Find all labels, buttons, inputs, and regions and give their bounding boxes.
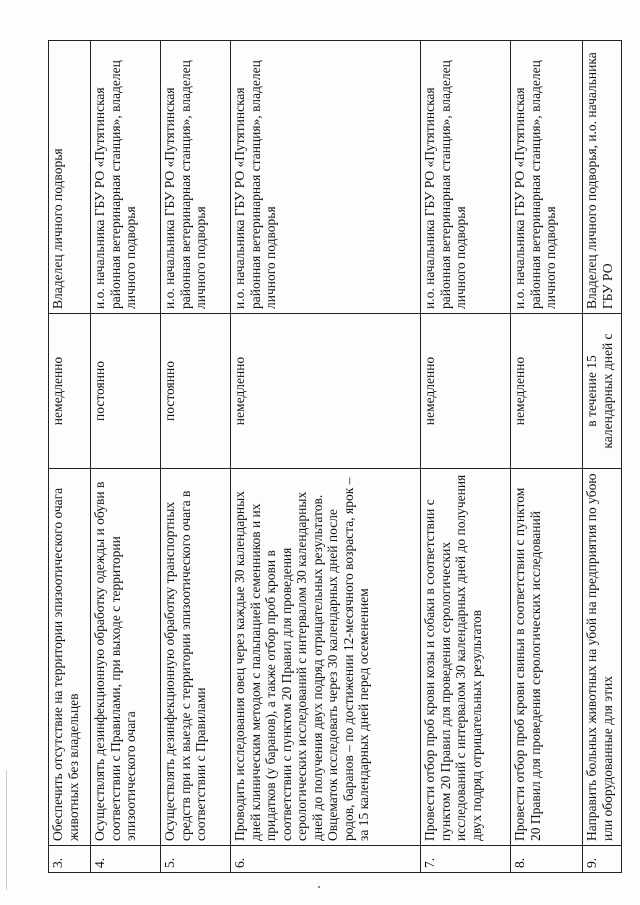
row-number: 3. [49,846,91,873]
table-row [421,41,511,873]
measure-cell: Осуществлять дезинфекционную обработку одежды и обуви в соответствии с Правилами, при выходе с территории эпизоотического очага [91,469,161,846]
term-cell: немедленно [421,314,511,469]
measure-cell: Проводить исследования овец через каждые 30 календарных дней клиническим методом с пальпацией семенников и их придатков (у баранов), а также отбор проб крови в соответствии с пунктом 20 Правил для проведения серологических исследований с интервалом 30 календарных дней до получения двух подряд отрицательных результатов. Овцематок исследовать через 30 календарных дней после родов, баранов – по достижении 12-месячного возраста, ярок – за 15 календарных дней перед осеменением [231,469,421,846]
responsible-cell: и.о. начальника ГБУ РО «Путятинская районная ветеринарная станция», владелец личного подворья [511,41,583,314]
table-row [583,41,622,873]
row-number: 4. [91,846,161,873]
measure-cell: Провести отбор проб крови козы и собаки в соответствии с пунктом 20 Правил для проведения серологических исследований с интервалом 30 календарных дней до получения двух подряд отрицательных результатов [421,469,511,846]
measure-cell: Обеспечить отсутствие на территории эпизоотического очага животных без владельцев [49,469,91,846]
responsible-cell: и.о. начальника ГБУ РО «Путятинская районная ветеринарная станция», владелец личного подворья [161,41,231,314]
scan-dot [318,886,320,888]
measure-cell: Направить больных животных на убой на предприятия по убою или оборудованные для этих [583,469,622,846]
responsible-cell: Владелец личного подворья [49,41,91,314]
measure-cell: Осуществлять дезинфекционную обработку транспортных средств при их выезде с территории эпизоотического очага в соответствии с Правилами [161,469,231,846]
responsible-cell: и.о. начальника ГБУ РО «Путятинская районная ветеринарная станция», владелец личного подворья [421,41,511,314]
table-row [91,41,161,873]
row-number: 8. [511,846,583,873]
table-row [511,41,583,873]
row-number: 5. [161,846,231,873]
term-cell: немедленно [49,314,91,469]
term-cell: немедленно [511,314,583,469]
row-number: 7. [421,846,511,873]
row-number: 6. [231,846,421,873]
table-row [161,41,231,873]
table-row [49,41,91,873]
row-number: 9. [583,846,622,873]
responsible-cell: Владелец личного подворья, и.о. начальника ГБУ РО [583,41,622,314]
rotated-table-container [48,41,615,873]
responsible-cell: и.о. начальника ГБУ РО «Путятинская районная ветеринарная станция», владелец личного подворья [231,41,421,314]
measures-table [48,40,622,873]
term-cell: в течение 15 календарных дней с [583,314,622,469]
table-row [231,41,421,873]
measure-cell: Провести отбор проб крови свиньи в соответствии с пунктом 20 Правил для проведения серологических исследований [511,469,583,846]
term-cell: постоянно [161,314,231,469]
term-cell: немедленно [231,314,421,469]
term-cell: постоянно [91,314,161,469]
responsible-cell: и.о. начальника ГБУ РО «Путятинская районная ветеринарная станция», владелец личного подворья [91,41,161,314]
scan-margin-mark [6,770,7,890]
